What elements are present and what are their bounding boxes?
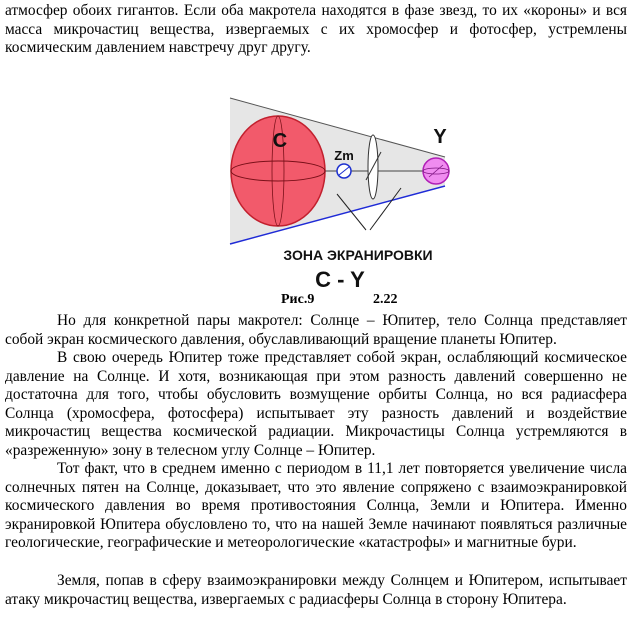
pair-label: C - Y [315,267,365,292]
figure-caption-number: 2.22 [373,292,398,307]
paragraph-3: Тот факт, что в среднем именно с периодом в 11,1 лет повторяется увеличение числа солнечных пятен на Солнце, доказывает, что это явление сопряжено с взаимоэкранировкой космического давления во время противостояния Солнца, Земли и Юпитера. Именно экранировкой Юпитера обусловлено то, что на нашей Земле начинают появляться различные геологические, географические и метеорологические «катастрофы» и магнитные бури. [5,460,627,552]
sun-label: C [272,130,288,152]
zone-label: ЗОНА ЭКРАНИРОВКИ [283,247,433,263]
screening-zone-figure [0,80,632,320]
paragraph-2: В свою очередь Юпитер тоже представляет собой экран, ослабляющий космическое давление на Солнце. И хотя, возникающая при этом разность давлений совершенно не достаточна для того, чтобы обусловить возмущение орбиты Солнца, но вся радиасфера Солнца (хромосфера, фотосфера) испытывает эту разность давлений и воздействие микрочастиц вещества космической радиации. Микрочастицы Солнца устремляются в «разреженную» зону в телесном углу Солнце – Юпитер. [5,349,627,459]
figure-caption-label: Рис.9 [281,292,315,307]
paragraph-intro: атмосфер обоих гигантов. Если оба макротела находятся в фазе звезд, то их «короны» и вся масса микрочастиц вещества, извергаемых с их хромосфер и фотосфер, устремлены космическим давлением навстречу друг другу. [5,2,627,57]
paragraph-1: Но для конкретной пары макротел: Солнце – Юпитер, тело Солнца представляет собой экран космического давления, обуславливающий вращение планеты Юпитер. [5,312,627,348]
earth-label: Zm [334,148,354,163]
paragraph-4: Земля, попав в сферу взаимоэкранировки между Солнцем и Юпитером, испытывает атаку микрочастиц вещества, извергаемых с радиасферы Солнца в сторону Юпитера. [5,572,627,608]
jupiter-label: Y [433,126,447,148]
